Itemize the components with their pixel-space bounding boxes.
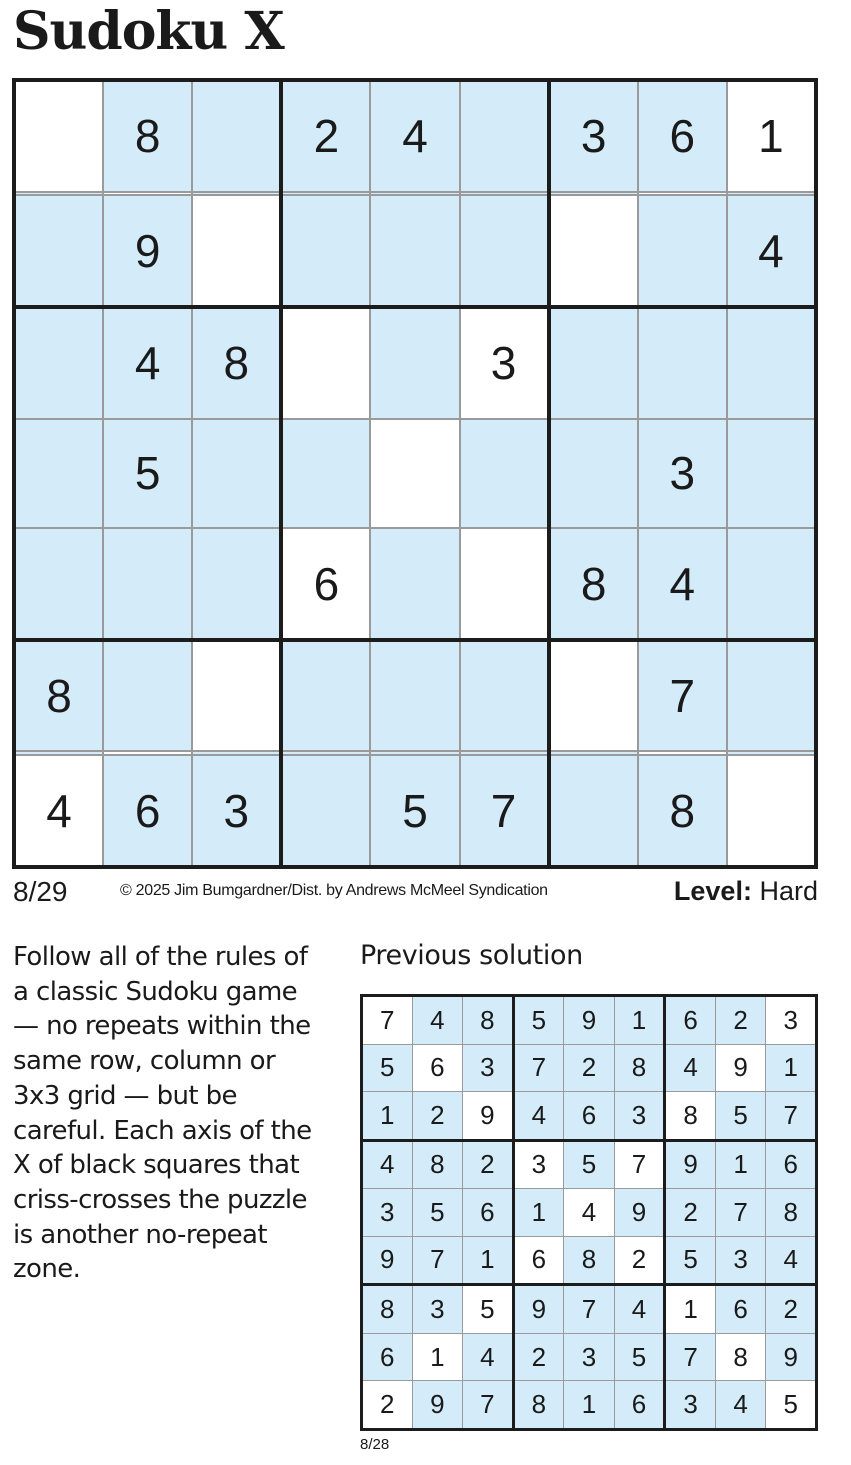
copyright-notice: © 2025 Jim Bumgardner/Dist. by Andrews McMeel Syndication [120, 882, 548, 899]
solution-cell: 4 [715, 1381, 766, 1430]
solution-cell: 3 [412, 1285, 463, 1334]
solution-cell: 9 [715, 1044, 766, 1091]
solution-cell: 5 [766, 1381, 817, 1430]
grid-cell[interactable] [14, 195, 103, 307]
solution-cell: 1 [614, 996, 665, 1045]
grid-cell[interactable] [370, 640, 459, 752]
solution-cell: 1 [412, 1333, 463, 1380]
grid-cell: 4 [370, 80, 459, 192]
solution-cell: 6 [564, 1091, 615, 1140]
grid-cell: 2 [281, 80, 370, 192]
solution-cell: 6 [513, 1236, 564, 1285]
grid-cell: 3 [638, 419, 727, 529]
grid-cell[interactable] [638, 307, 727, 419]
solution-cell: 5 [715, 1091, 766, 1140]
solution-cell: 7 [665, 1333, 716, 1380]
grid-cell: 3 [192, 755, 281, 867]
solution-cell: 7 [564, 1285, 615, 1334]
solution-cell: 8 [614, 1044, 665, 1091]
grid-cell[interactable] [281, 640, 370, 752]
grid-cell[interactable] [370, 528, 459, 640]
solution-cell: 5 [513, 996, 564, 1045]
previous-solution-date: 8/28 [360, 1436, 390, 1453]
grid-cell: 8 [549, 528, 638, 640]
grid-cell: 6 [103, 755, 192, 867]
solution-cell: 4 [766, 1236, 817, 1285]
solution-cell: 6 [766, 1140, 817, 1189]
solution-cell: 3 [665, 1381, 716, 1430]
solution-cell: 5 [614, 1333, 665, 1380]
solution-cell: 1 [665, 1285, 716, 1334]
solution-cell: 3 [614, 1091, 665, 1140]
grid-cell[interactable] [460, 528, 549, 640]
grid-cell: 6 [281, 528, 370, 640]
grid-cell: 8 [638, 755, 727, 867]
puzzle-title: Sudoku X [13, 1, 284, 62]
grid-row [14, 195, 816, 307]
solution-cell: 9 [614, 1189, 665, 1236]
grid-cell[interactable] [192, 195, 281, 307]
grid-cell[interactable] [281, 195, 370, 307]
grid-cell[interactable] [549, 307, 638, 419]
grid-row [14, 80, 816, 192]
grid-cell[interactable] [281, 307, 370, 419]
solution-cell: 6 [614, 1381, 665, 1430]
solution-cell: 3 [766, 996, 817, 1045]
solution-cell: 1 [513, 1189, 564, 1236]
grid-cell: 4 [14, 755, 103, 867]
solution-cell: 2 [715, 996, 766, 1045]
solution-row [362, 1140, 817, 1189]
solution-cell: 7 [362, 996, 413, 1045]
grid-cell: 8 [103, 80, 192, 192]
grid-cell[interactable] [14, 80, 103, 192]
solution-cell: 4 [564, 1189, 615, 1236]
solution-cell: 2 [362, 1381, 413, 1430]
solution-cell: 9 [463, 1091, 514, 1140]
solution-cell: 1 [715, 1140, 766, 1189]
grid-cell: 5 [103, 419, 192, 529]
grid-cell[interactable] [727, 528, 816, 640]
grid-cell[interactable] [549, 195, 638, 307]
solution-row [362, 1333, 817, 1380]
grid-cell[interactable] [638, 195, 727, 307]
solution-cell: 4 [614, 1285, 665, 1334]
solution-row [362, 1044, 817, 1091]
solution-cell: 1 [463, 1236, 514, 1285]
grid-cell: 1 [727, 80, 816, 192]
grid-cell[interactable] [281, 755, 370, 867]
grid-cell[interactable] [192, 640, 281, 752]
sudoku-grid [12, 78, 818, 869]
grid-cell: 6 [638, 80, 727, 192]
solution-cell: 7 [412, 1236, 463, 1285]
solution-cell: 2 [513, 1333, 564, 1380]
solution-cell: 5 [665, 1236, 716, 1285]
grid-cell[interactable] [727, 307, 816, 419]
solution-cell: 2 [614, 1236, 665, 1285]
grid-row [14, 419, 816, 529]
grid-cell[interactable] [460, 419, 549, 529]
grid-cell[interactable] [727, 419, 816, 529]
solution-cell: 7 [614, 1140, 665, 1189]
solution-cell: 9 [665, 1140, 716, 1189]
grid-cell[interactable] [460, 195, 549, 307]
solution-cell: 4 [513, 1091, 564, 1140]
solution-cell: 9 [362, 1236, 413, 1285]
solution-cell: 4 [463, 1333, 514, 1380]
solution-cell: 1 [766, 1044, 817, 1091]
difficulty-level [674, 876, 818, 907]
grid-cell[interactable] [727, 755, 816, 867]
solution-cell: 9 [412, 1381, 463, 1430]
grid-cell[interactable] [727, 640, 816, 752]
solution-row [362, 996, 817, 1045]
solution-cell: 6 [412, 1044, 463, 1091]
solution-cell: 3 [463, 1044, 514, 1091]
rules-text: Follow all of the rules of a classic Sudoku game — no repeats within the same row, column or 3x3 grid — but be careful. Each axis of the X of black squares that criss-crosses the puzzle is another no-repeat zone. [13, 942, 312, 1285]
grid-cell: 7 [460, 755, 549, 867]
grid-cell[interactable] [460, 640, 549, 752]
grid-cell[interactable] [14, 528, 103, 640]
solution-cell: 4 [362, 1140, 413, 1189]
solution-cell: 3 [362, 1189, 413, 1236]
solution-cell: 2 [665, 1189, 716, 1236]
solution-cell: 4 [665, 1044, 716, 1091]
grid-row [14, 307, 816, 419]
grid-cell: 7 [638, 640, 727, 752]
solution-cell: 6 [715, 1285, 766, 1334]
solution-cell: 3 [715, 1236, 766, 1285]
grid-cell: 9 [103, 195, 192, 307]
solution-cell: 1 [564, 1381, 615, 1430]
solution-cell: 2 [564, 1044, 615, 1091]
solution-cell: 1 [362, 1091, 413, 1140]
level-label: Level: [673, 876, 752, 906]
solution-cell: 9 [766, 1333, 817, 1380]
solution-cell: 8 [463, 996, 514, 1045]
solution-cell: 7 [463, 1381, 514, 1430]
solution-cell: 8 [564, 1236, 615, 1285]
grid-cell[interactable] [549, 640, 638, 752]
solution-row [362, 1091, 817, 1140]
solution-cell: 8 [766, 1189, 817, 1236]
previous-solution-label: Previous solution [360, 940, 583, 971]
grid-cell: 4 [638, 528, 727, 640]
puzzle-date: 8/29 [13, 876, 68, 907]
grid-cell[interactable] [549, 755, 638, 867]
solution-cell: 7 [766, 1091, 817, 1140]
previous-solution-grid [360, 994, 818, 1431]
solution-row [362, 1236, 817, 1285]
solution-cell: 5 [564, 1140, 615, 1189]
grid-cell[interactable] [14, 307, 103, 419]
solution-cell: 5 [463, 1285, 514, 1334]
grid-row [14, 640, 816, 752]
solution-cell: 3 [513, 1140, 564, 1189]
level-value: Hard [759, 876, 818, 906]
grid-cell[interactable] [192, 419, 281, 529]
grid-cell[interactable] [460, 80, 549, 192]
solution-cell: 2 [463, 1140, 514, 1189]
solution-cell: 8 [665, 1091, 716, 1140]
grid-row [14, 528, 816, 640]
solution-cell: 2 [766, 1285, 817, 1334]
grid-cell: 4 [727, 195, 816, 307]
grid-cell[interactable] [370, 195, 459, 307]
solution-cell: 8 [715, 1333, 766, 1380]
solution-cell: 6 [463, 1189, 514, 1236]
solution-cell: 9 [513, 1285, 564, 1334]
solution-cell: 7 [715, 1189, 766, 1236]
solution-cell: 8 [412, 1140, 463, 1189]
grid-cell: 8 [14, 640, 103, 752]
solution-cell: 6 [362, 1333, 413, 1380]
grid-row [14, 755, 816, 867]
grid-cell: 3 [549, 80, 638, 192]
grid-cell: 5 [370, 755, 459, 867]
solution-row [362, 1189, 817, 1236]
grid-cell[interactable] [103, 528, 192, 640]
grid-cell[interactable] [281, 419, 370, 529]
solution-cell: 5 [362, 1044, 413, 1091]
solution-row [362, 1285, 817, 1334]
grid-cell[interactable] [103, 640, 192, 752]
solution-cell: 4 [412, 996, 463, 1045]
grid-cell: 8 [192, 307, 281, 419]
solution-cell: 8 [362, 1285, 413, 1334]
grid-cell[interactable] [370, 419, 459, 529]
solution-cell: 6 [665, 996, 716, 1045]
grid-cell[interactable] [192, 80, 281, 192]
solution-cell: 2 [412, 1091, 463, 1140]
solution-row [362, 1381, 817, 1430]
solution-cell: 9 [564, 996, 615, 1045]
solution-cell: 3 [564, 1333, 615, 1380]
grid-cell: 3 [460, 307, 549, 419]
solution-cell: 8 [513, 1381, 564, 1430]
grid-cell[interactable] [192, 528, 281, 640]
solution-cell: 7 [513, 1044, 564, 1091]
grid-cell: 4 [103, 307, 192, 419]
grid-cell[interactable] [549, 419, 638, 529]
grid-cell[interactable] [14, 419, 103, 529]
grid-cell[interactable] [370, 307, 459, 419]
solution-cell: 5 [412, 1189, 463, 1236]
